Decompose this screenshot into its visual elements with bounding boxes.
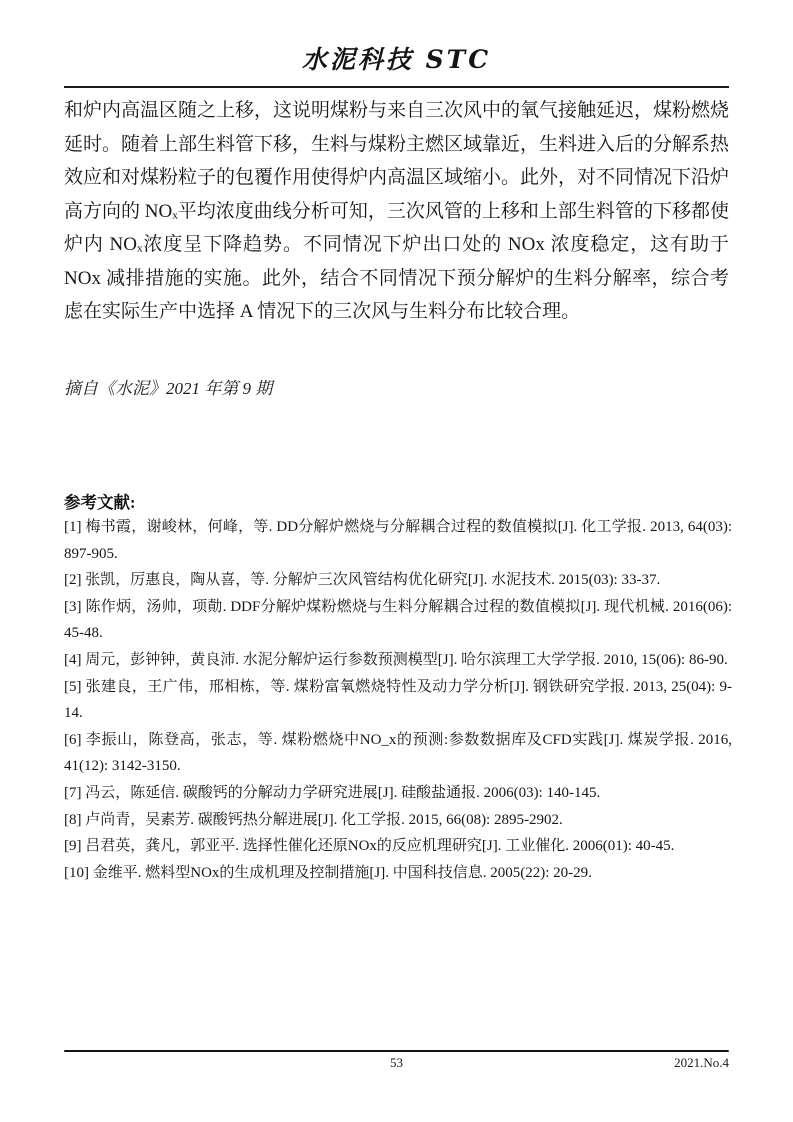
issue-label: 2021.No.4 [674, 1055, 729, 1070]
references-list [64, 514, 732, 886]
header-rule [64, 86, 729, 88]
body-paragraph: 和炉内高温区随之上移，这说明煤粉与来自三次风中的氧气接触延迟，煤粉燃烧延时。随着上部生料管下移，生料与煤粉主燃区域靠近，生料进入后的分解系热效应和对煤粉粒子的包覆作用使得炉内高温区域缩小。此外，对不同情况下沿炉高方向的 NOₓ平均浓度曲线分析可知，三次风管的上移和上部生料管的下移都使炉内 NOₓ浓度呈下降趋势。不同情况下炉出口处的 NOx 浓度稳定，这有助于 NOx 减排措施的实施。此外，结合不同情况下预分解炉的生料分解率，综合考虑在实际生产中选择 A 情况下的三次风与生料分布比较合理。 [64, 100, 730, 322]
reference-item: [6] 李振山，陈登高，张志，等. 煤粉燃烧中NO_x的预测:参数数据库及CFD实践[J]. 煤炭学报. 2016, 41(12): 3142-3150. [64, 731, 732, 775]
page-header [64, 40, 729, 76]
reference-item: [10] 金维平. 燃料型NOx的生成机理及控制措施[J]. 中国科技信息. 2005(22): 20-29. [64, 864, 592, 881]
reference-item: [9] 吕君英，龚凡，郭亚平. 选择性催化还原NOx的反应机理研究[J]. 工业催化. 2006(01): 40-45. [64, 838, 675, 855]
reference-item: [3] 陈作炳，汤帅，项勣. DDF分解炉煤粉燃烧与生料分解耦合过程的数值模拟[J]. 现代机械. 2016(06): 45-48. [64, 598, 732, 642]
footer-row [64, 1055, 729, 1075]
reference-item: [5] 张建良，王广伟，邢相栋，等. 煤粉富氧燃烧特性及动力学分析[J]. 钢铁研究学报. 2013, 25(04): 9-14. [64, 678, 732, 722]
footer-rule [64, 1050, 729, 1052]
references-heading: 参考文献: [64, 493, 136, 512]
reference-item: [4] 周元，彭钟钟，黄良沛. 水泥分解炉运行参数预测模型[J]. 哈尔滨理工大学学报. 2010, 15(06): 86-90. [64, 651, 728, 668]
source-note: 摘自《水泥》2021 年第 9 期 [64, 379, 273, 398]
reference-item: [7] 冯云，陈延信. 碳酸钙的分解动力学研究进展[J]. 硅酸盐通报. 2006(03): 140-145. [64, 784, 601, 801]
journal-title: 水泥科技 STC [301, 45, 492, 74]
reference-item: [8] 卢尚青，吴素芳. 碳酸钙热分解进展[J]. 化工学报. 2015, 66(08): 2895-2902. [64, 811, 563, 828]
page-number: 53 [390, 1055, 403, 1070]
reference-item: [2] 张凯，厉惠良，陶从喜，等. 分解炉三次风管结构优化研究[J]. 水泥技术. 2015(03): 33-37. [64, 572, 661, 589]
reference-item: [1] 梅书霞，谢峻林，何峰，等. DD分解炉燃烧与分解耦合过程的数值模拟[J]. 化工学报. 2013, 64(03): 897-905. [64, 519, 732, 562]
